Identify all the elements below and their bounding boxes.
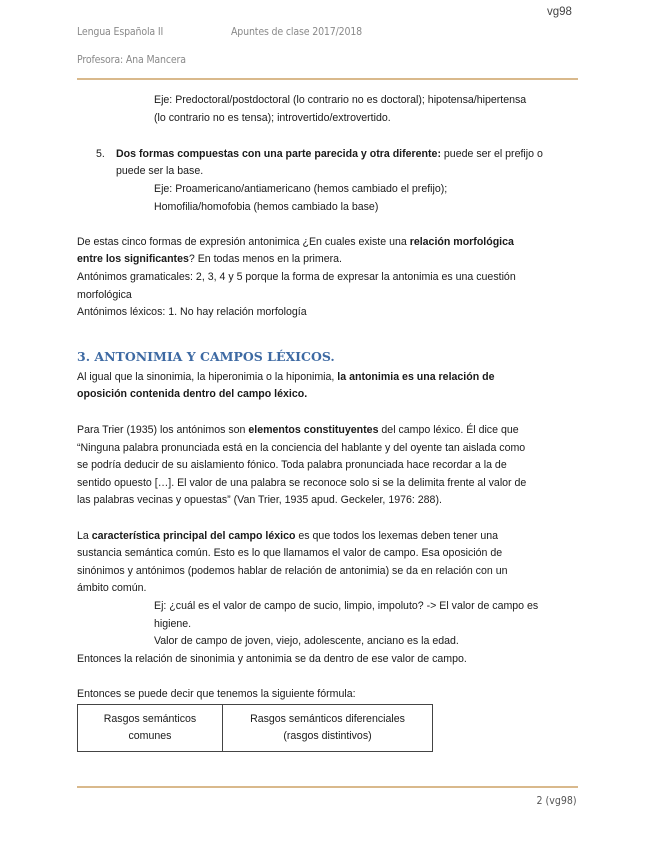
para4-l1-pre: La	[77, 530, 92, 542]
formula-intro: Entonces se puede decir que tenemos la siguiente fórmula:	[77, 688, 356, 700]
para2-line2	[77, 386, 307, 404]
para1-line1	[77, 234, 514, 252]
para3-l1-bold: elementos constituyentes	[248, 424, 379, 436]
item5-example1: Eje: Proamericano/antiamericano (hemos cambiado el prefijo);	[154, 183, 448, 195]
para4-example3: Valor de campo de joven, viejo, adolescente, anciano es la edad.	[154, 635, 459, 647]
item5-example2: Homofilia/homofobia (hemos cambiado la base)	[154, 201, 379, 213]
table-cell-differential-line1: Rasgos semánticos diferenciales	[250, 712, 405, 725]
para1-line4: morfológica	[77, 289, 132, 301]
table-cell-common-line1: Rasgos semánticos	[103, 712, 197, 725]
para3-line2: “Ninguna palabra pronunciada está en la conciencia del hablante y del oyente tan aislada como	[77, 442, 526, 454]
item5-bold: Dos formas compuestas con una parte parecida y otra diferente:	[116, 148, 441, 160]
page-number: 2 (vg98)	[536, 794, 577, 807]
para4-line4: ámbito común.	[77, 582, 147, 594]
header-course: Lengua Española II	[77, 25, 164, 38]
item4-example-line2: (lo contrario no es tensa); introvertido/extrovertido.	[154, 112, 391, 124]
formula-table	[77, 704, 433, 752]
table-cell-common-line2: comunes	[128, 730, 172, 742]
para4-closing: Entonces la relación de sinonimia y antonimia se da dentro de ese valor de campo.	[77, 653, 467, 665]
para4-line1	[77, 528, 498, 546]
item5-line1	[116, 146, 543, 164]
para4-line2: sustancia semántica común. Esto es lo que llamamos el valor de campo. Esa oposición de	[77, 547, 503, 559]
para2-l2-bold: oposición contenida dentro del campo léxico.	[77, 388, 308, 400]
header-notes: Apuntes de clase 2017/2018	[231, 25, 363, 38]
table-cell-differential	[223, 705, 432, 751]
para2-l1-pre: Al igual que la sinonimia, la hiperonimia o la hiponimia,	[77, 371, 338, 383]
para3-line4: sentido opuesto […]. El valor de una palabra se reconoce solo si se la delimita frente al valor de	[77, 477, 527, 489]
para4-line3: sinónimos y antónimos (podemos hablar de relación de antonimia) se da en relación con un	[77, 565, 508, 577]
para2-l1-bold: la antonimia es una relación de	[337, 371, 495, 383]
para1-l1-pre: De estas cinco formas de expresión antonimica ¿En cuales existe una	[77, 236, 410, 248]
item5-rest: puede ser el prefijo o	[440, 148, 543, 160]
para4-l1-post: es que todos los lexemas deben tener una	[295, 530, 499, 542]
para1-line3: Antónimos gramaticales: 2, 3, 4 y 5 porque la forma de expresar la antonimia es una cuestión	[77, 271, 516, 283]
item5-number: 5.	[96, 148, 105, 160]
table-cell-differential-line2: (rasgos distintivos)	[283, 730, 372, 742]
section-heading: 3. ANTONIMIA Y CAMPOS LÉXICOS.	[77, 349, 335, 364]
para3-l1-post: del campo léxico. Él dice que	[378, 424, 519, 436]
para3-line3: se podría deducir de su aislamiento fónico. Toda palabra pronunciada hace recordar a la de	[77, 459, 507, 471]
para3-line1	[77, 422, 519, 440]
para1-line2	[77, 251, 342, 269]
para2-line1	[77, 369, 495, 387]
para3-l1-pre: Para Trier (1935) los antónimos son	[77, 424, 249, 436]
para4-example2: higiene.	[154, 618, 192, 630]
item4-example-line1: Eje: Predoctoral/postdoctoral (lo contrario no es doctoral); hipotensa/hipertensa	[154, 94, 527, 106]
footer-rule	[77, 786, 578, 788]
item5-line2: puede ser la base.	[116, 165, 204, 177]
para4-l1-bold: característica principal del campo léxico	[91, 530, 296, 542]
corner-tag: vg98	[547, 6, 572, 18]
para1-l1-bold: relación morfológica	[409, 236, 514, 248]
para3-line5: las palabras vecinas y opuestas” (Van Trier, 1935 apud. Geckeler, 1976: 288).	[77, 494, 442, 506]
table-cell-common	[78, 705, 223, 751]
header-teacher: Profesora: Ana Mancera	[77, 53, 186, 66]
para4-example1: Ej: ¿cuál es el valor de campo de sucio, limpio, impoluto? -> El valor de campo es	[154, 600, 539, 612]
para1-l2-bold: entre los significantes	[77, 253, 189, 265]
para1-l2-rest: ? En todas menos en la primera.	[188, 253, 342, 265]
header-rule	[77, 78, 578, 80]
para1-line5: Antónimos léxicos: 1. No hay relación morfología	[77, 306, 307, 318]
